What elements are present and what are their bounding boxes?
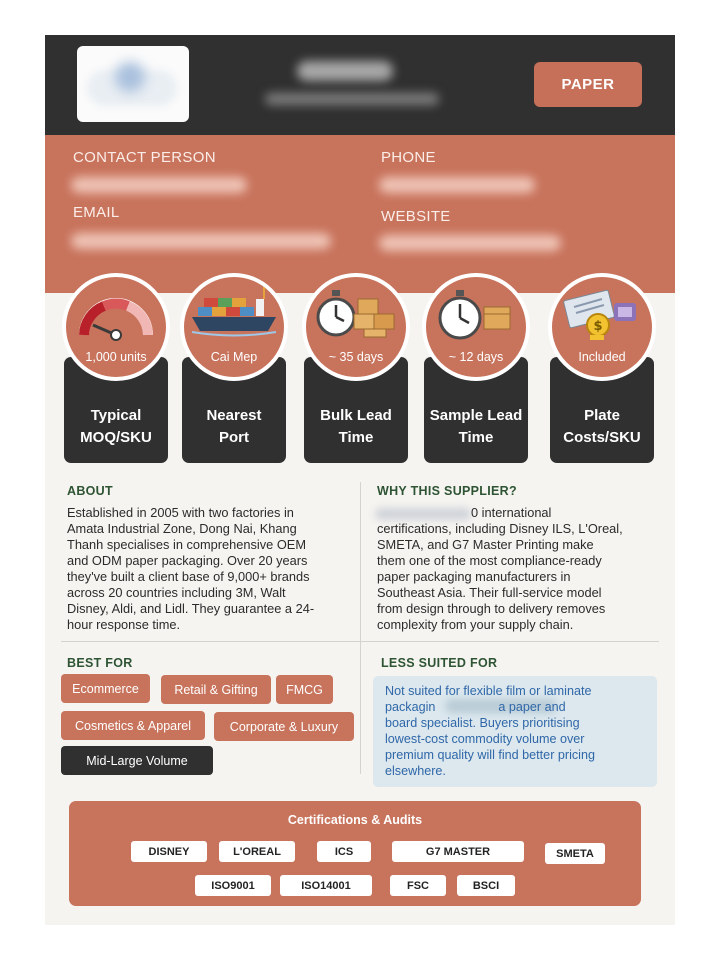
supplier-name-redacted	[297, 61, 393, 81]
cert-badge: G7 MASTER	[392, 841, 524, 862]
cert-badge: L'OREAL	[219, 841, 295, 862]
metric-sample-lead-time	[424, 273, 528, 463]
metric-bulk-lead-time	[304, 273, 408, 463]
best-for-chip: Corporate & Luxury	[214, 712, 354, 741]
metric-moq	[64, 273, 168, 463]
metric-plate-costs	[550, 273, 654, 463]
contact-person-label: CONTACT PERSON	[73, 149, 216, 166]
category-badge: PAPER	[534, 62, 642, 107]
about-text: Established in 2005 with two factories in Amata Industrial Zone, Dong Nai, Khang Thanh specialises in comprehensive OEM and ODM paper packaging. Over 20 years they've built a client base of 9,000+ brands across 20 countries including 3M, Walt Disney, Aldi, and Lidl. They guarantee a 24- hour response time.	[67, 505, 315, 632]
contact-person-value-redacted	[71, 177, 247, 193]
best-for-title: BEST FOR	[67, 656, 133, 670]
metric-nearest-port	[182, 273, 286, 463]
less-suited-text: Not suited for flexible film or laminate packagin a paper and board specialist. Buyers prioritising lowest-cost commodity volume over premium quality will find better pricing elsewhere.	[385, 684, 595, 778]
metric-value: 1,000 units	[85, 350, 147, 364]
cert-badge: FSC	[390, 875, 446, 896]
contact-band	[45, 135, 675, 293]
metric-value: Cai Mep	[210, 350, 258, 364]
about-title: ABOUT	[67, 484, 113, 498]
certifications-panel	[69, 801, 641, 906]
cert-badge: BSCI	[457, 875, 515, 896]
metric-value: Included	[578, 350, 626, 364]
website-label: WEBSITE	[381, 208, 451, 225]
metric-label: Bulk Lead Time	[320, 407, 392, 446]
column-divider	[360, 482, 361, 774]
cert-badge: SMETA	[545, 843, 605, 864]
cert-badge: ISO9001	[195, 875, 271, 896]
phone-label: PHONE	[381, 149, 436, 166]
best-for-chip: FMCG	[276, 675, 333, 704]
why-title: WHY THIS SUPPLIER?	[377, 484, 517, 498]
metric-circle	[180, 273, 288, 381]
metric-circle	[422, 273, 530, 381]
phone-value-redacted	[379, 177, 535, 193]
metric-circle	[302, 273, 410, 381]
website-value-redacted	[379, 235, 561, 251]
metric-label: Typical MOQ/SKU	[80, 407, 152, 446]
svg-text:$: $	[593, 319, 603, 334]
supplier-logo	[77, 46, 189, 122]
email-value-redacted	[71, 233, 331, 249]
metric-label: Sample Lead Time	[429, 407, 523, 446]
metric-value: ~ 35 days	[328, 350, 384, 364]
supplier-subtitle-redacted	[265, 93, 439, 105]
certifications-title: Certifications & Audits	[287, 813, 423, 827]
cert-badge: ICS	[317, 841, 371, 862]
best-for-chip: Ecommerce	[61, 674, 150, 703]
metric-label: Plate Costs/SKU	[563, 407, 641, 446]
best-for-chip: Retail & Gifting	[161, 675, 271, 704]
metric-label: Nearest Port	[206, 407, 262, 446]
best-for-chip: Cosmetics & Apparel	[61, 711, 205, 740]
metric-circle	[548, 273, 656, 381]
metric-value: ~ 12 days	[448, 350, 504, 364]
why-text: 0 international certifications, including Disney ILS, L'Oreal, SMETA, and G7 Master Printing make them one of the most compliance-ready paper packaging manufacturers in Southeast Asia. Their full-service model from design through to delivery removes complexity from your supply chain.	[377, 505, 623, 632]
email-label: EMAIL	[73, 204, 120, 221]
supplier-profile-sheet	[45, 35, 675, 925]
cert-badge: DISNEY	[131, 841, 207, 862]
header-bar	[45, 35, 675, 135]
less-suited-title: LESS SUITED FOR	[381, 656, 498, 670]
less-suited-box	[373, 676, 657, 787]
metric-circle	[62, 273, 170, 381]
row-divider	[61, 641, 659, 642]
cert-badge: ISO14001	[280, 875, 372, 896]
best-for-chip: Mid-Large Volume	[61, 746, 213, 775]
